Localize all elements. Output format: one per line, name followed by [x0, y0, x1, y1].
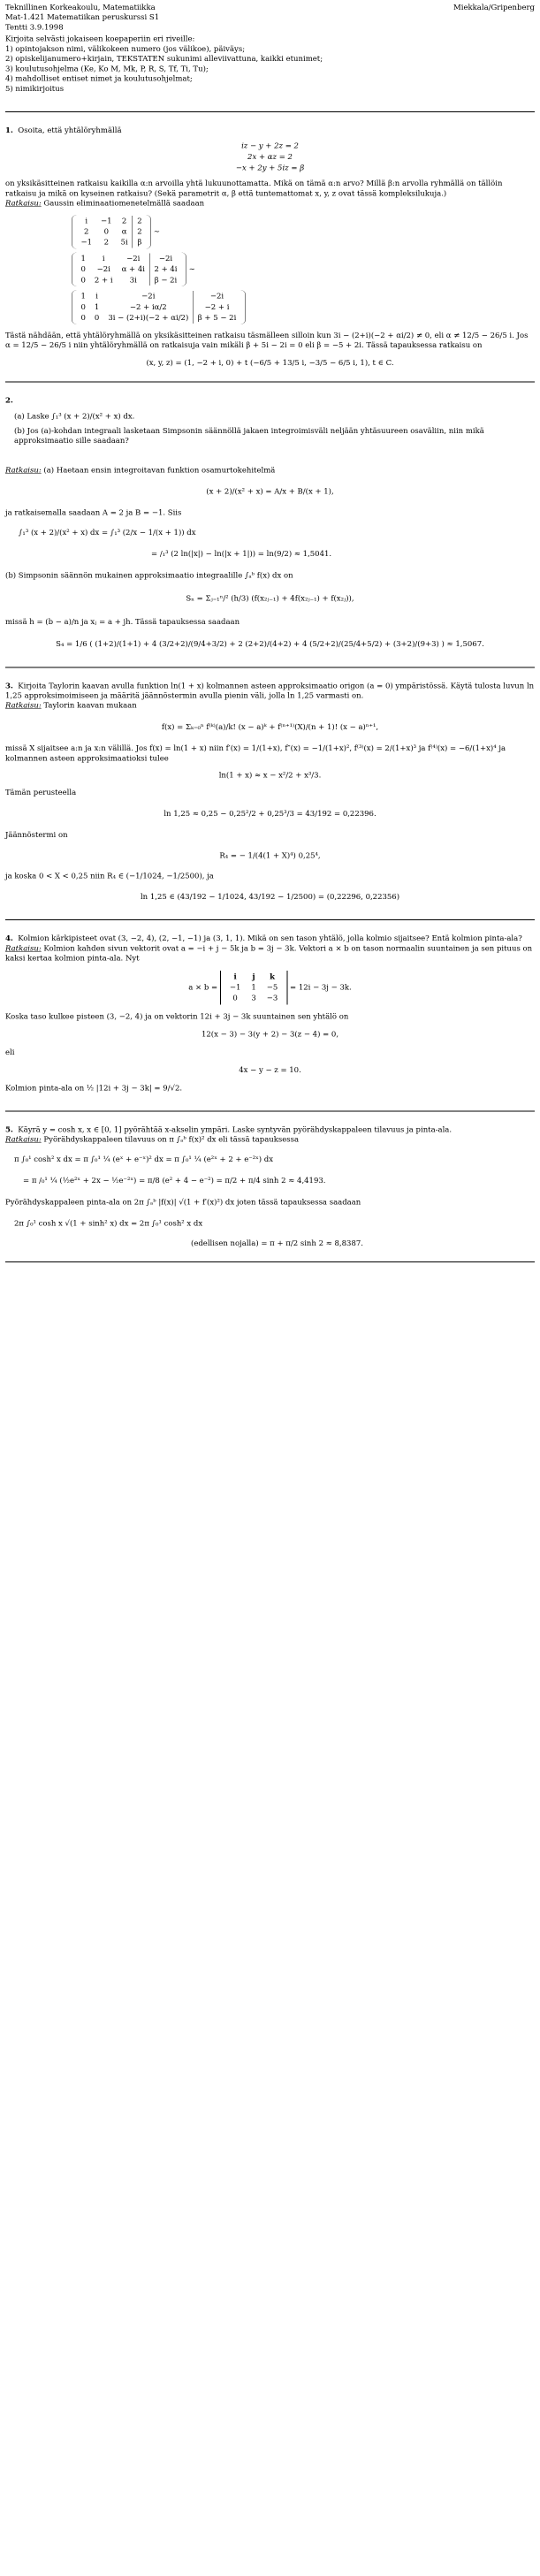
problem-part-a: (a) Laske ∫₁³ (x + 2)/(x² + x) dx. — [14, 412, 135, 422]
solution-label: Ratkaisu: — [5, 465, 42, 475]
solution-vector: (x, y, z) = (1, −2 + i, 0) + t (−6/5 + 13/5 i, −3/5 − 6/5 i, 1), t ∈ C. — [146, 358, 394, 368]
det-cell: −3 — [266, 994, 278, 1003]
problem-number: 5. — [5, 1125, 13, 1135]
matrix-cell: 2 — [121, 216, 127, 225]
interval-intro: ja koska 0 < X < 0,25 niin R₄ ∈ (−1/1024, −1/2500), ja — [5, 872, 214, 881]
matrix-cell: −2i — [126, 254, 141, 263]
det-cell: −5 — [266, 982, 278, 992]
divider — [5, 381, 535, 382]
instruction-item: 3) koulutusohjelma (Ke, Ko M, Mk, P, R, S, Tf, Ti, Tu); — [5, 64, 209, 73]
matrix-cell: β + 5 − 2i — [194, 313, 241, 324]
determinant — [220, 971, 287, 1005]
divider — [5, 1111, 535, 1112]
exam-page — [0, 0, 540, 1267]
area-line: (edellisen nojalla) = π + π/2 sinh 2 ≈ 8,8387. — [191, 1238, 363, 1248]
det-cell: −1 — [229, 982, 241, 992]
matrix-cell: α + 4i — [121, 264, 145, 274]
matrix-cell: 2 + i — [94, 275, 113, 285]
problem-4 — [0, 934, 540, 1093]
solution-label: Ratkaisu: — [5, 1135, 42, 1145]
problem-conclusion: Tästä nähdään, että yhtälöryhmällä on yksikäsitteinen ratkaisu täsmälleen silloin kun 3i − (2+i)(−2 + αi/2) ≠ 0, eli α ≠ 12/5 − 26/5 i. Jos α = 12/5 − 26/5 i niin yhtälöryhmällä on ratkaisuja vain mikäli β + 5i − 2i = 0 eli β = −5 + 2i. Tässä tapauksessa ratkaisu on — [5, 331, 529, 350]
instruction-item: 4) mahdolliset entiset nimet ja koulutusohjelmat; — [5, 74, 193, 84]
matrix-cell: 0 — [80, 302, 86, 312]
det-cell: i — [233, 972, 237, 981]
solution-intro: Gaussin eliminaatiomenetelmällä saadaan — [43, 199, 205, 209]
matrix-sequence — [72, 215, 535, 324]
matrix-cell: −2i — [141, 292, 156, 301]
matrix-cell: 0 — [103, 227, 109, 237]
problem-1 — [0, 126, 540, 368]
augmented-matrix-1 — [72, 215, 151, 249]
det-cell: 1 — [251, 982, 256, 992]
det-cell: j — [252, 972, 255, 981]
or-text: eli — [5, 1048, 15, 1057]
matrix-cell: 0 — [80, 264, 86, 274]
solution-label: Ratkaisu: — [5, 701, 42, 711]
matrix-cell: β − 2i — [149, 275, 181, 286]
volume-line: = π /₀¹ ¼ (½e²ˣ + 2x − ½e⁻²ˣ) = π/8 (e² + 4 − e⁻²) = π/2 + π/4 sinh 2 ≈ 4,4193. — [23, 1176, 326, 1185]
matrix-cell: 2 — [133, 226, 147, 237]
simpson-definition: missä h = (b − a)/n ja xⱼ = a + jh. Tässä tapauksessa saadaan — [5, 617, 240, 627]
problem-2 — [0, 395, 540, 649]
equivalence-symbol: ∼ — [153, 226, 160, 236]
solution-label: Ratkaisu: — [5, 199, 42, 209]
matrix-cell: −2i — [149, 253, 181, 263]
problem-number: 3. — [5, 681, 13, 690]
problem-number: 2. — [5, 395, 13, 405]
divider — [5, 919, 535, 920]
taylor-formula: f(x) = Σₖ₌₀ⁿ f⁽ᵏ⁾(a)/k! (x − a)ᵏ + f⁽ⁿ⁺¹⁾(X)/(n + 1)! (x − a)ⁿ⁺¹, — [161, 722, 379, 732]
matrix-cell: −2 + iα/2 — [129, 302, 167, 312]
instructions-intro: Kirjoita selvästi jokaiseen koepaperiin eri riveille: — [5, 34, 195, 44]
partial-fraction: (x + 2)/(x² + x) = A/x + B/(x + 1), — [206, 487, 334, 497]
matrix-cell: −2i — [96, 264, 110, 274]
divider — [5, 1261, 535, 1262]
solution-label: Ratkaisu: — [5, 943, 42, 953]
matrix-cell: 0 — [80, 275, 86, 285]
problem-statement: Osoita, että yhtälöryhmällä — [18, 126, 122, 135]
equation-line: 2x + αz = 2 — [247, 152, 293, 162]
equation-system — [5, 141, 535, 173]
det-cell: 3 — [251, 994, 256, 1003]
matrix-cell: 2 — [84, 227, 89, 237]
instruction-item: 5) nimikirjoitus — [5, 84, 65, 94]
divider — [5, 111, 535, 112]
matrix-cell: 2 — [133, 216, 147, 226]
matrix-cell: β — [133, 237, 147, 248]
remainder-label: Jäännöstermi on — [5, 830, 68, 840]
det-cell: k — [270, 972, 275, 981]
matrix-cell: 3i — [129, 275, 137, 285]
matrix-cell: 0 — [94, 313, 100, 323]
derivatives: missä X sijaitsee a:n ja x:n välillä. Jos f(x) = ln(1 + x) niin f′(x) = 1/(1+x), f″(x) = −1/(1+x)², f⁽³⁾(x) = 2/(1+x)³ ja f⁽⁴⁾(x) = −6/(1+x)⁴ ja kolmannen asteen approksimaatioksi tulee — [5, 743, 506, 763]
matrix-cell: i — [85, 216, 88, 225]
plane-equation: 12(x − 3) − 3(y + 2) − 3(z − 4) = 0, — [201, 1030, 339, 1040]
matrix-cell: 1 — [94, 302, 100, 312]
problem-3 — [0, 681, 540, 902]
matrix-cell: i — [95, 292, 98, 301]
coefficients: ja ratkaisemalla saadaan A = 2 ja B = −1. Siis — [5, 508, 182, 518]
triangle-area: Kolmion pinta-ala on ½ |12i + 3j − 3k| = 9/√2. — [5, 1083, 183, 1093]
equation-line: iz − y + 2z = 2 — [241, 141, 299, 151]
matrix-cell: 5i — [120, 238, 128, 248]
matrix-cell: 1 — [80, 254, 86, 263]
instruction-item: 1) opintojakson nimi, välikokeen numero (jos välikoe), päiväys; — [5, 44, 246, 54]
area-intro: Pyörähdyskappaleen pinta-ala on 2π ∫ₐᵇ |f(x)| √(1 + f′(x)²) dx joten tässä tapauksessa saadaan — [5, 1197, 361, 1207]
det-cell: 0 — [232, 994, 238, 1003]
matrix-cell: 3i − (2+i)(−2 + αi/2) — [108, 313, 189, 323]
matrix-cell: −1 — [80, 238, 93, 248]
authors: Miekkala/Gripenberg — [453, 3, 535, 12]
area-line: 2π ∫₀¹ cosh x √(1 + sinh² x) dx = 2π ∫₀¹ cosh² x dx — [14, 1219, 203, 1229]
plane-equation: 4x − y − z = 10. — [239, 1065, 301, 1075]
cross-product — [5, 971, 535, 1005]
integral-line: = /₁³ (2 ln(|x|) − ln(|x + 1|)) = ln(9/2) ≈ 1,5041. — [151, 549, 332, 559]
approximation: ln(1 + x) ≈ x − x²/2 + x³/3. — [218, 771, 322, 781]
cross-product-lhs: a × b = — [188, 982, 218, 992]
augmented-matrix-2 — [72, 252, 186, 286]
augmented-matrix-3 — [72, 290, 246, 324]
matrix-cell: 2 — [103, 238, 109, 248]
matrix-cell: α — [121, 227, 127, 237]
simpson-formula: Sₙ = Σⱼ₌₁ⁿ/² (h/3) (f(x₂ⱼ₋₁) + 4f(x₂ⱼ₋₁) + f(x₂ⱼ)), — [186, 594, 354, 604]
matrix-cell: 0 — [80, 313, 86, 323]
matrix-cell: 1 — [80, 292, 86, 301]
instructions — [0, 34, 540, 94]
matrix-cell: −2i — [194, 291, 241, 301]
problem-statement: Käyrä y = cosh x, x ∈ [0, 1] pyörähtää x-akselin ympäri. Laske syntyvän pyörähdyskappaleen tilavuus ja pinta-ala. — [18, 1125, 453, 1135]
problem-part-b: (b) Jos (a)-kohdan integraali lasketaan Simpsonin säännöllä jakaen integroimisväli neljään yhtäsuureen osaväliin, niin mikä approksimaatio sille saadaan? — [14, 426, 484, 446]
problem-number: 4. — [5, 934, 13, 943]
approximate-value: ln 1,25 ≈ 0,25 − 0,25²/2 + 0,25³/3 = 43/192 = 0,22396. — [164, 809, 376, 819]
basis-text: Tämän perusteella — [5, 788, 77, 797]
matrix-cell: −1 — [101, 216, 112, 225]
equation-line: −x + 2y + 5iz = β — [235, 163, 305, 172]
plane-intro: Koska taso kulkee pisteen (3, −2, 4) ja on vektorin 12i + 3j − 3k suuntainen sen yhtälö on — [5, 1011, 349, 1021]
exam-date: Tentti 3.9.1998 — [5, 22, 64, 32]
integral-line: ∫₁³ (x + 2)/(x² + x) dx = ∫₁³ (2/x − 1/(x + 1)) dx — [19, 528, 196, 537]
problem-number: 1. — [5, 126, 13, 135]
solution-part-a: (a) Haetaan ensin integroitavan funktion osamurtokehitelmä — [43, 465, 276, 475]
matrix-cell: 2 + 4i — [149, 264, 181, 275]
exam-header — [0, 0, 540, 33]
problem-5 — [0, 1125, 540, 1249]
matrix-cell: −2 + i — [194, 301, 241, 312]
volume-line: π ∫₀¹ cosh² x dx = π ∫₀¹ ¼ (eˣ + e⁻ˣ)² dx = π ∫₀¹ ¼ (e²ˣ + 2 + e⁻²ˣ) dx — [14, 1155, 274, 1164]
course-name: Mat-1.421 Matematiikan peruskurssi S1 — [5, 12, 160, 22]
problem-question: on yksikäsitteinen ratkaisu kaikilla α:n arvoilla yhtä lukuunottamatta. Mikä on tämä α:n arvo? Millä β:n arvolla ryhmällä on tällöin ratkaisu ja mikä on kyseinen ratkaisu? (Sekä parametrit α, β että tuntemattomat x, y, z ovat tässä kompleksilukuja.) — [5, 179, 503, 198]
solution-text: Kolmion kahden sivun vektorit ovat a = −i + j − 5k ja b = 3j − 3k. Vektori a × b on tason normaalin suuntainen ja sen pituus on kaksi kertaa kolmion pinta-ala. Nyt — [5, 943, 533, 964]
cross-product-rhs: = 12i − 3j − 3k. — [290, 982, 352, 992]
simpson-result: S₄ = 1/6 ( (1+2)/(1+1) + 4 (3/2+2)/(9/4+3/2) + 2 (2+2)/(4+2) + 4 (5/2+2)/(25/4+5/2) + (3+2)/(9+3) ) ≈ 1,5067. — [56, 639, 484, 649]
remainder-term: R₄ = − 1/(4(1 + X)⁴) 0,25⁴, — [219, 850, 321, 860]
problem-statement: Kolmion kärkipisteet ovat (3, −2, 4), (2, −1, −1) ja (3, 1, 1). Mikä on sen tason yhtälö, jolla kolmio sijaitsee? Entä kolmion pinta-ala? — [18, 934, 522, 943]
equivalence-symbol: ∼ — [188, 264, 195, 274]
interval-result: ln 1,25 ∈ (43/192 − 1/1024, 43/192 − 1/2500) = (0,22296, 0,22356) — [140, 892, 400, 902]
instruction-item: 2) opiskelijanumero+kirjain, TEKSTATEN sukunimi alleviivattuna, kaikki etunimet; — [5, 54, 323, 64]
solution-part-b: (b) Simpsonin säännön mukainen approksimaatio integraalille ∫ₐᵇ f(x) dx on — [5, 570, 293, 580]
matrix-cell: i — [102, 254, 105, 263]
solution-intro: Taylorin kaavan mukaan — [43, 701, 137, 711]
problem-statement: Kirjoita Taylorin kaavan avulla funktion ln(1 + x) kolmannen asteen approksimaatio origon (a = 0) ympäristössä. Käytä tulosta luvun ln 1,25 approksimoimiseen ja määritä jäännöstermin avulla pienin väli, jolla ln 1,25 varmasti on. — [5, 681, 535, 700]
university-name: Teknillinen Korkeakoulu, Matematiikka — [5, 3, 156, 12]
volume-intro: Pyörähdyskappaleen tilavuus on π ∫ₐᵇ f(x)² dx eli tässä tapauksessa — [43, 1135, 300, 1145]
